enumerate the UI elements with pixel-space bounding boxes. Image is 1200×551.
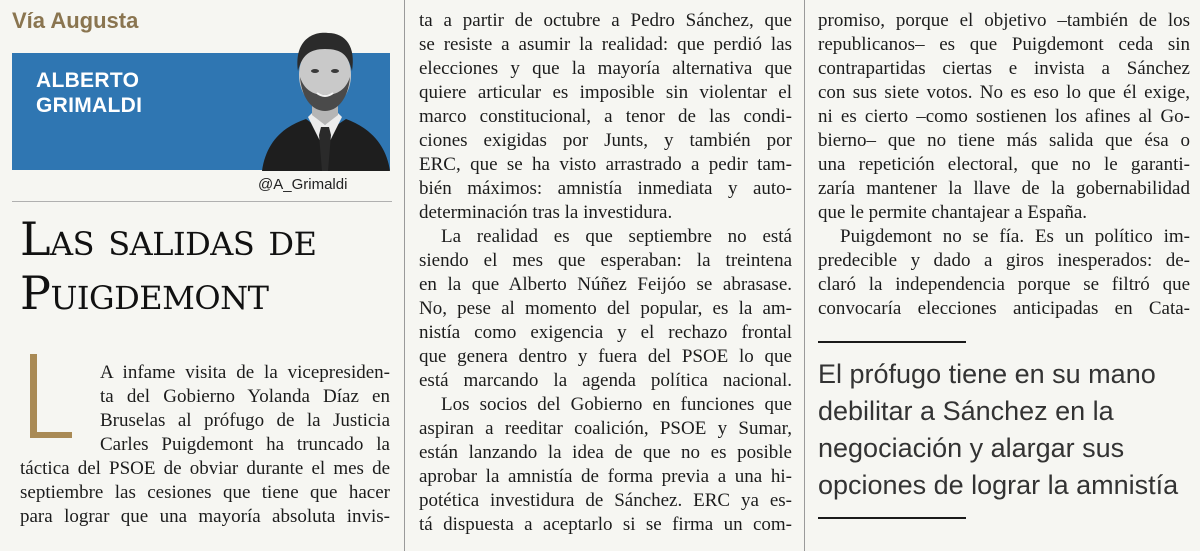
pullquote-line-2: debilitar a Sánchez en la bbox=[818, 396, 1114, 426]
body-line: aspiran a reeditar coalición, PSOE y Sumar, bbox=[419, 418, 792, 439]
author-name bbox=[36, 68, 142, 118]
author-portrait-image bbox=[258, 15, 392, 171]
body-line: predecible y dado a giros inesperados: de- bbox=[818, 250, 1190, 271]
body-line: septiembre las cesiones que tiene que hacer bbox=[20, 482, 390, 503]
body-line: contrapartidas ciertas e invista a Sánchez bbox=[818, 58, 1190, 79]
body-line: bién máximos: amnistía inmediata y auto- bbox=[419, 178, 792, 199]
body-line: aprobar la amnistía de forma previa a una hi- bbox=[419, 466, 792, 487]
header-divider bbox=[12, 201, 392, 202]
body-line: en la que Alberto Núñez Feijóo se abrasase. bbox=[419, 274, 792, 295]
body-line: marco constitucional, a tenor de las condi- bbox=[419, 106, 792, 127]
body-line: nistía como exigencia y el rechazo frontal bbox=[419, 322, 792, 343]
body-line: está marcando la agenda política nacional. bbox=[419, 370, 792, 391]
body-line: que le permite chantajear a España. bbox=[818, 202, 1088, 223]
author-last-name: GRIMALDI bbox=[36, 94, 143, 117]
author-handle: @A_Grimaldi bbox=[258, 176, 348, 193]
body-line: ciones exigidas por Junts, y también por bbox=[419, 130, 792, 151]
body-line: están lanzando la idea de que no es posible bbox=[419, 442, 792, 463]
body-line: Bruselas al prófugo de la Justicia bbox=[100, 410, 390, 431]
body-line: zaría mantener la llave de la gobernabilidad bbox=[818, 178, 1190, 199]
body-line: No, pese al momento del popular, es la am- bbox=[419, 298, 792, 319]
headline-line-1: Las salidas de bbox=[20, 212, 317, 266]
body-line: claró la independencia porque se filtró que bbox=[818, 274, 1190, 295]
body-line: ta del Gobierno Yolanda Díaz en bbox=[100, 386, 390, 407]
section-label: Vía Augusta bbox=[12, 8, 139, 33]
body-line: elecciones y que la mayoría alternativa que bbox=[419, 58, 792, 79]
headline-line-2: Puigdemont bbox=[20, 266, 269, 320]
body-line: determinación tras la investidura. bbox=[419, 202, 673, 223]
body-line: ta a partir de octubre a Pedro Sánchez, que bbox=[419, 10, 792, 31]
body-line: táctica del PSOE de obviar durante el mes de bbox=[20, 458, 390, 479]
pullquote-line-4: opciones de lograr la amnistía bbox=[818, 470, 1179, 500]
pullquote-rule-top bbox=[818, 341, 966, 343]
author-first-name: ALBERTO bbox=[36, 69, 140, 92]
body-line: promiso, porque el objetivo –también de los bbox=[818, 10, 1190, 31]
drop-cap-l bbox=[26, 352, 74, 444]
body-line: Los socios del Gobierno en funciones que bbox=[441, 394, 792, 415]
pullquote-rule-bottom bbox=[818, 517, 966, 519]
headline bbox=[20, 212, 390, 320]
body-line: republicanos– es que Puigdemont ceda sin bbox=[818, 34, 1190, 55]
column-divider-right bbox=[804, 0, 805, 551]
body-line: Puigdemont no se fía. Es un político im- bbox=[840, 226, 1190, 247]
column-divider-left bbox=[404, 0, 405, 551]
body-line: A infame visita de la vicepresiden- bbox=[100, 362, 390, 383]
body-line: con sus siete votos. No es eso lo que él exige, bbox=[818, 82, 1190, 103]
body-line: quiere articular es imposible sin violentar el bbox=[419, 82, 792, 103]
body-line: siendo el mes que esperaban: la treintena bbox=[419, 250, 792, 271]
body-line: una repetición electoral, que no le garanti- bbox=[818, 154, 1190, 175]
body-line: que genera dentro y fuera del PSOE lo que bbox=[419, 346, 792, 367]
pullquote bbox=[818, 356, 1190, 504]
body-line: La realidad es que septiembre no está bbox=[441, 226, 792, 247]
pullquote-line-1: El prófugo tiene en su mano bbox=[818, 359, 1156, 389]
body-line: bierno– que no tiene más salida que ésa o bbox=[818, 130, 1190, 151]
body-line: potética investidura de Sánchez. ERC ya es- bbox=[419, 490, 792, 511]
body-line: convocaría elecciones anticipadas en Cata- bbox=[818, 298, 1190, 319]
body-line: para lograr que una mayoría absoluta invis- bbox=[20, 506, 390, 527]
body-line: ERC, que se ha visto arrastrado a pedir tam- bbox=[419, 154, 792, 175]
body-line: Carles Puigdemont ha truncado la bbox=[100, 434, 390, 455]
pullquote-line-3: negociación y alargar sus bbox=[818, 433, 1125, 463]
body-line: se resiste a asumir la realidad: que perdió las bbox=[419, 34, 792, 55]
body-line: ni es cierto –como sostienen los afines al Go- bbox=[818, 106, 1190, 127]
author-portrait bbox=[258, 15, 392, 171]
body-line: tá dispuesta a aceptarlo si se firma un com- bbox=[419, 514, 792, 535]
